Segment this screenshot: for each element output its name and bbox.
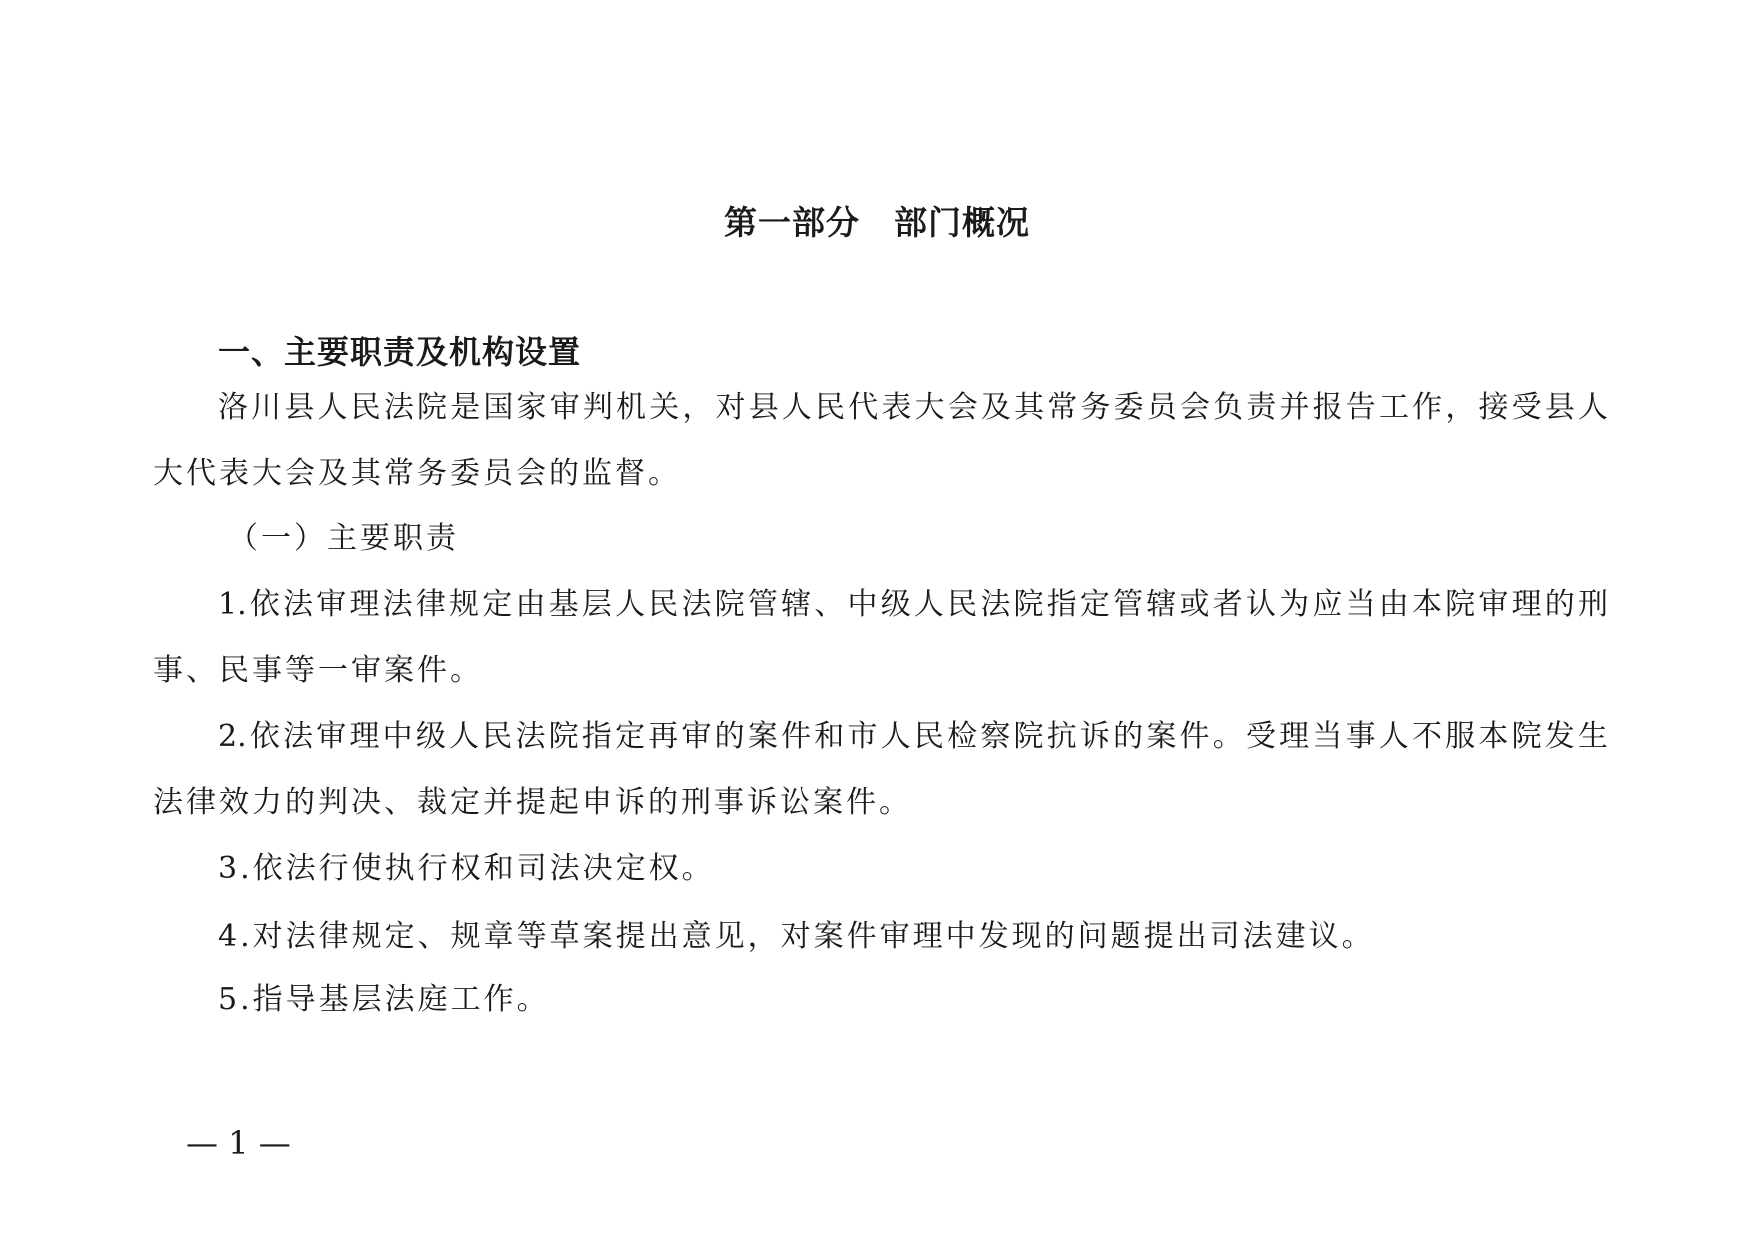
intro-paragraph-line-2: 大代表大会及其常务委员会的监督。 xyxy=(153,456,681,491)
duty-item-1-line-2: 事、民事等一审案件。 xyxy=(153,653,483,688)
intro-paragraph-line-1: 洛川县人民法院是国家审判机关，对县人民代表大会及其常务委员会负责并报告工作，接受县人 xyxy=(218,390,1608,425)
duty-item-2-line-1: 2.依法审理中级人民法院指定再审的案件和市人民检察院抗诉的案件。受理当事人不服本院发生 xyxy=(218,719,1608,754)
duty-item-2-line-2: 法律效力的判决、裁定并提起申诉的刑事诉讼案件。 xyxy=(153,785,912,820)
subheading-main-duties: （一）主要职责 xyxy=(228,521,459,556)
page-title: 第一部分 部门概况 xyxy=(724,203,1030,242)
page-number: — 1 — xyxy=(186,1124,291,1162)
duty-item-5: 5.指导基层法庭工作。 xyxy=(218,982,550,1017)
section-heading: 一、主要职责及机构设置 xyxy=(218,333,582,371)
duty-item-3: 3.依法行使执行权和司法决定权。 xyxy=(218,851,715,886)
duty-item-1-line-1: 1.依法审理法律规定由基层人民法院管辖、中级人民法院指定管辖或者认为应当由本院审理的刑 xyxy=(218,587,1608,622)
duty-item-4: 4.对法律规定、规章等草案提出意见，对案件审理中发现的问题提出司法建议。 xyxy=(218,919,1375,954)
